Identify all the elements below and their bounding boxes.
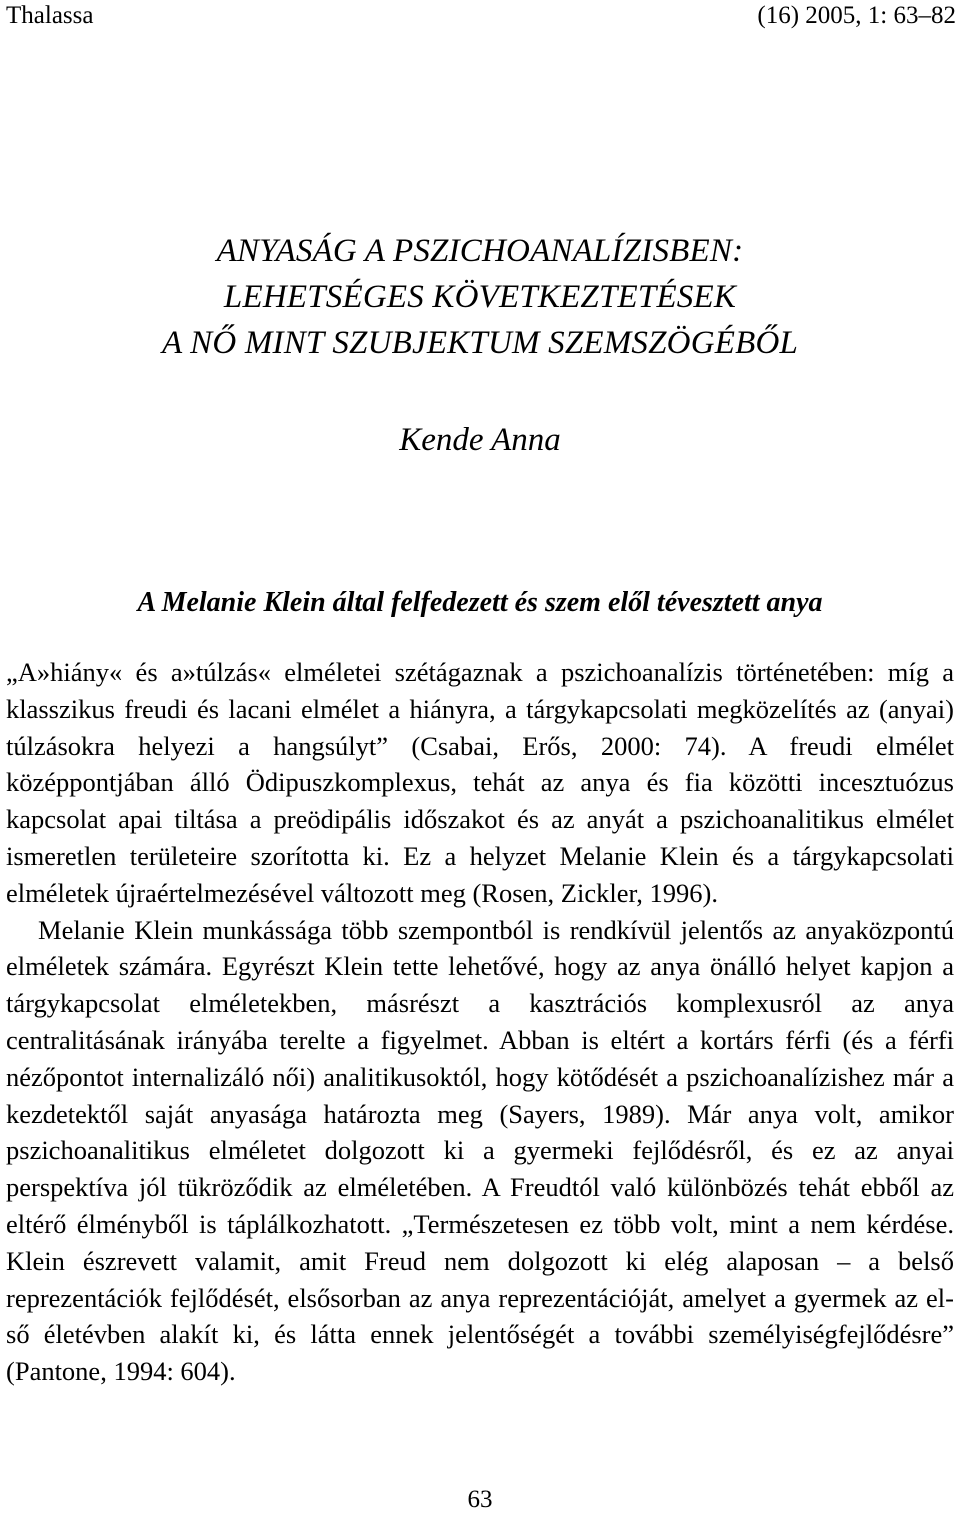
running-head [0,0,960,34]
issue-citation: (16) 2005, 1: 63–82 [757,2,956,29]
section-heading: A Melanie Klein által felfedezett és szem elől tévesztett anya [137,587,823,618]
journal-name: Thalassa [6,2,94,29]
author-name: Kende Anna [399,422,561,458]
paragraph: Melanie Klein munkássága több szempontból is rendkívül jelentős az anyaközpontú elméletek számára. Egyrészt Klein tette lehetővé, hogy az anya önálló helyet kapjon a tárgykapcsolat elméletekben, másrészt a kasztrációs komplexusról az anya centralitásának irányába terelte a figyelmet. Abban is eltért a kortárs férfi (és a férfi nézőpontot internalizáló női) analitikusoktól, hogy kötődését a pszichoanalízishez már a kezdetektől saját anyasága határozta meg (Sayers, 1989). Már anya volt, amikor pszichoanalitikus elméletet dolgozott ki a gyermeki fejlődésről, és ez az anyai perspektíva jól tükröződik az elméletében. A Freudtól való különbözés tehát ebből az eltérő élményből is táplálkozhatott. „Természetesen ez több volt, mint a nem kérdése. Klein észrevett valamit, amit Freud nem dolgozott ki elég alaposan – a belső reprezentációk fejlődését, elsősorban az anya reprezentációját, amelyet a gyermek az első életévben alakít ki, és látta ennek jelentőségét a további személyiségfejlődésre” (Pantone, 1994: 604). [6,914,954,1387]
title-line: A NŐ MINT SZUBJEKTUM SZEMSZÖGÉBŐL [161,325,799,361]
page-number: 63 [467,1486,493,1513]
paragraph: „A»hiány« és a»túlzás« elméletei szétágaznak a pszichoanalízis történetében: míg a klasszikus freudi és lacani elmélet a hiányra, a tárgykapcsolati megközelítés az (anyai) túlzásokra helyezi a hangsúlyt” (Csabai, Erős, 2000: 74). A freudi elmélet középpontjában álló Ödipuszkomplexus, tehát az anya és fia közötti incesztuózus kapcsolat apai tiltása a preödipális időszakot és az anyát a pszichoanalitikus elmélet ismeretlen területeire szorította ki. Ez a helyzet Melanie Klein és a tárgykapcsolati elméletek újraértelmezésével változott meg (Rosen, Zickler, 1996). [6,657,954,908]
title-line: ANYASÁG A PSZICHOANALÍZISBEN: [216,233,744,269]
title-line: LEHETSÉGES KÖVETKEZTETÉSEK [223,279,737,315]
article-title [0,228,960,366]
body-text [6,654,954,1390]
